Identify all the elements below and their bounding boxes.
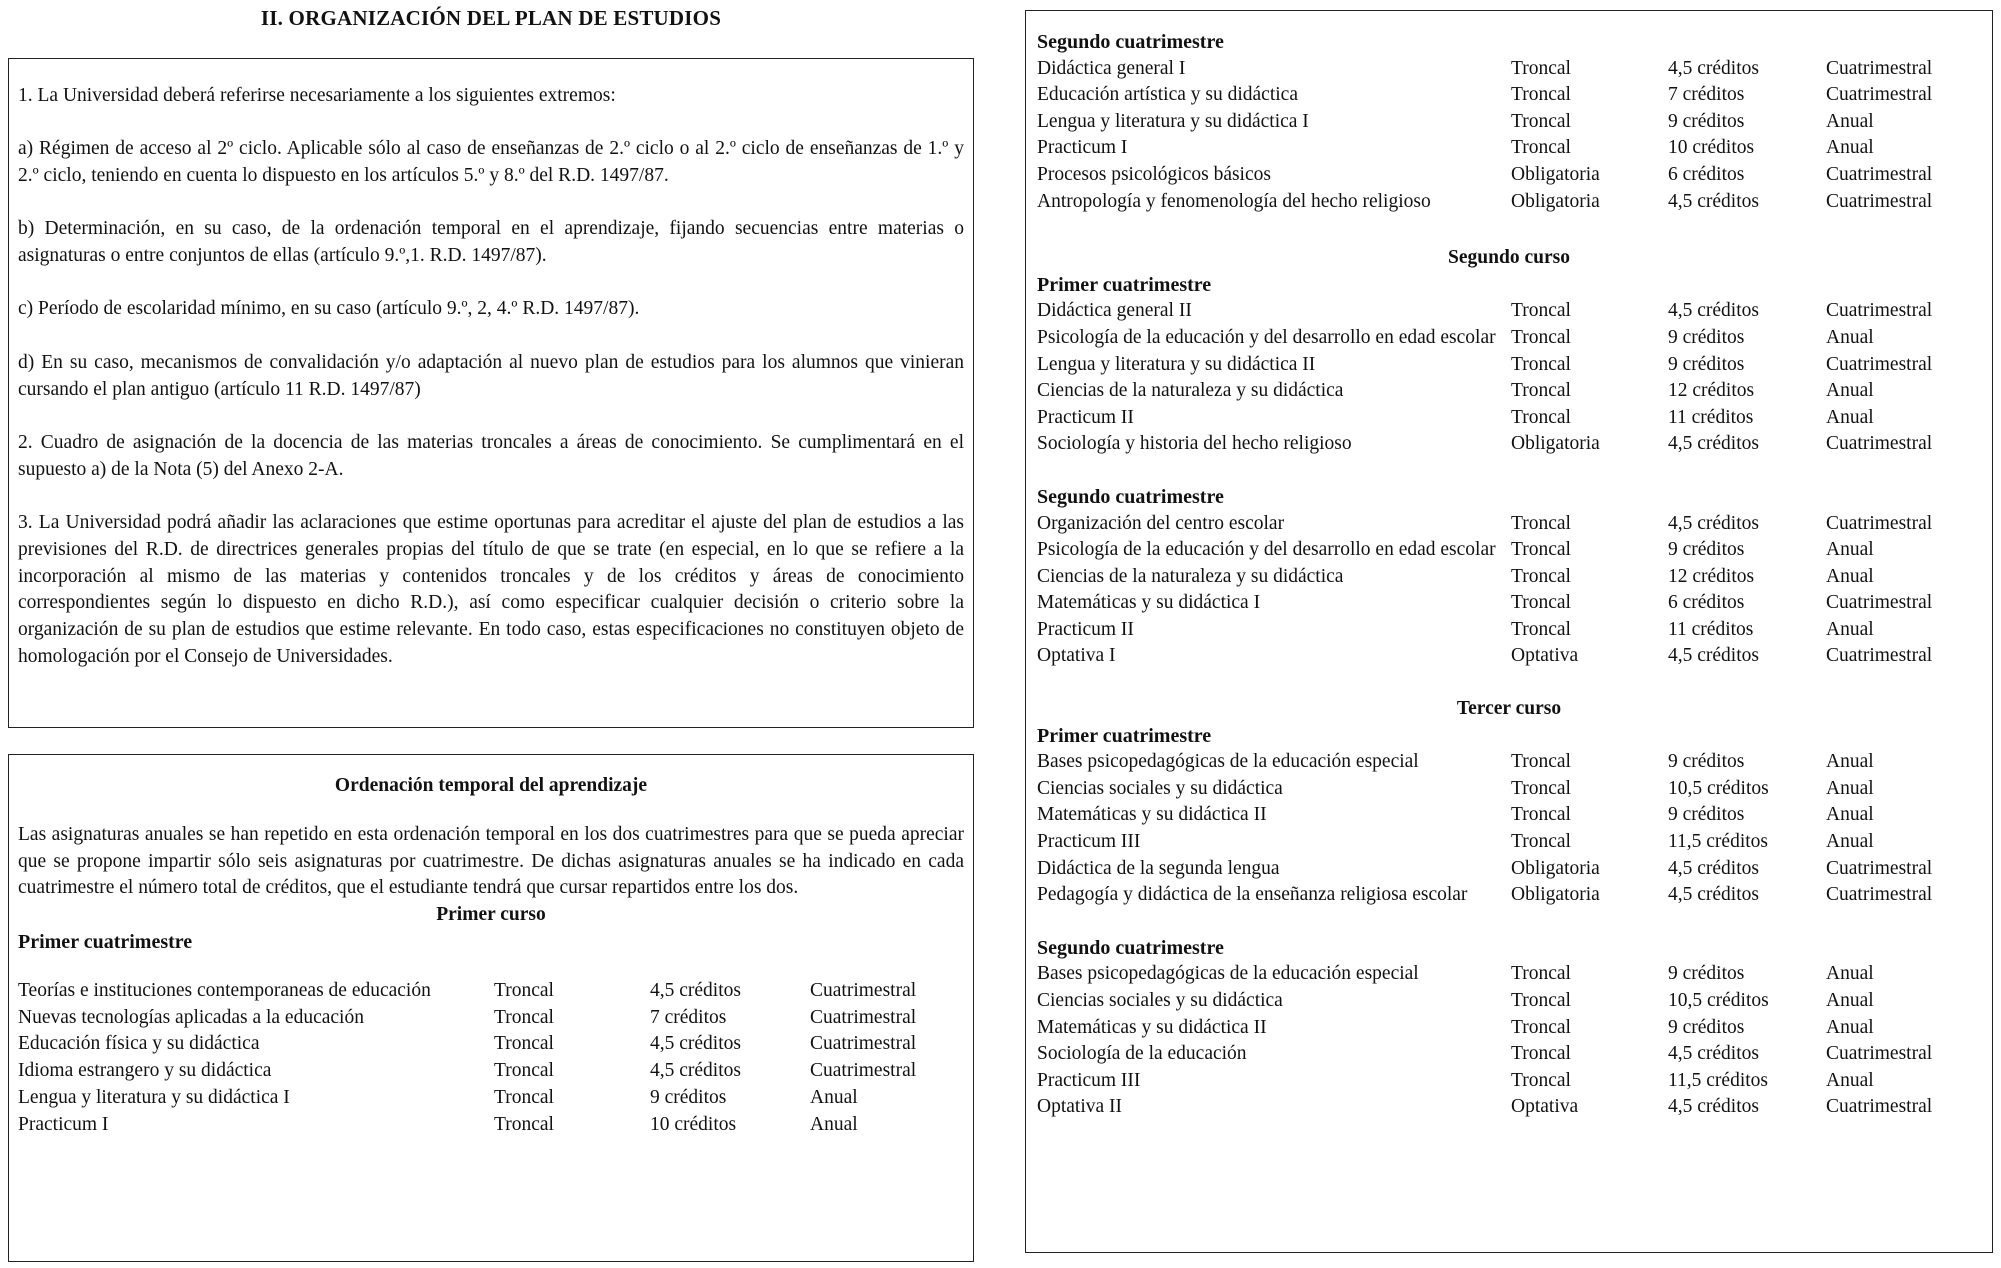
subject-row	[1037, 749, 1981, 776]
curso-title: Primer curso	[436, 904, 546, 926]
subject-duration: Cuatrimestral	[1826, 190, 1933, 212]
subject-row	[1037, 378, 1981, 405]
subject-row	[1037, 109, 1981, 136]
ordenacion-title: Ordenación temporal del aprendizaje	[334, 775, 648, 796]
subject-duration: Anual	[810, 1113, 858, 1135]
subject-type: Troncal	[1511, 751, 1571, 773]
curso-title: Tercer curso	[1456, 698, 1562, 720]
subject-type: Troncal	[1511, 1069, 1571, 1091]
subject-row	[1037, 511, 1981, 538]
subject-credits: 10,5 créditos	[1668, 777, 1769, 799]
subject-duration: Anual	[1826, 751, 1874, 773]
subject-type: Troncal	[1511, 512, 1571, 534]
subject-type: Troncal	[1511, 326, 1571, 348]
subject-name: Practicum II	[1037, 406, 1134, 428]
subject-name: Lengua y literatura y su didáctica II	[1037, 353, 1316, 375]
subject-credits: 9 créditos	[1668, 804, 1745, 826]
subject-type: Troncal	[1511, 406, 1571, 428]
subject-duration: Anual	[1826, 326, 1874, 348]
subject-type: Troncal	[1511, 1043, 1571, 1065]
subject-type: Obligatoria	[1511, 884, 1600, 906]
subject-name: Optativa II	[1037, 1096, 1123, 1118]
subject-duration: Anual	[1826, 990, 1874, 1011]
subject-row	[1037, 1041, 1981, 1068]
subject-name: Matemáticas y su didáctica II	[1037, 804, 1267, 826]
subject-row	[1037, 564, 1981, 591]
subject-credits: 9 créditos	[650, 1086, 727, 1108]
subject-type: Troncal	[1511, 804, 1571, 826]
ordenacion-content	[9, 755, 973, 1139]
subject-duration: Cuatrimestral	[1826, 353, 1933, 375]
subject-duration: Anual	[1826, 831, 1874, 853]
subject-row	[1037, 988, 1981, 1015]
cuatrimestre-title: Segundo cuatrimestre	[1037, 31, 1224, 53]
subject-duration: Anual	[1826, 137, 1874, 159]
subject-credits: 9 créditos	[1668, 751, 1745, 773]
subject-row	[1037, 56, 1981, 83]
subject-type: Obligatoria	[1511, 433, 1600, 455]
subject-name: Matemáticas y su didáctica I	[1037, 592, 1261, 614]
subject-name: Organización del centro escolar	[1037, 512, 1285, 534]
subject-credits: 4,5 créditos	[1668, 884, 1759, 906]
subject-credits: 12 créditos	[1668, 380, 1755, 402]
subject-type: Troncal	[1511, 618, 1571, 640]
subject-credits: 9 créditos	[1668, 963, 1745, 985]
subject-duration: Anual	[1826, 406, 1874, 428]
subject-duration: Cuatrimestral	[1826, 645, 1933, 667]
subject-credits: 9 créditos	[1668, 539, 1745, 561]
subject-type: Troncal	[1511, 84, 1571, 106]
subject-name: Bases psicopedagógicas de la educación especial	[1037, 751, 1419, 773]
subject-name: Lengua y literatura y su didáctica I	[1037, 110, 1309, 132]
subject-duration: Anual	[1826, 963, 1874, 985]
cuatrimestre-title: Primer cuatrimestre	[18, 930, 193, 953]
subject-name: Antropología y fenomenología del hecho religioso	[1037, 190, 1431, 212]
subject-type: Troncal	[494, 1033, 554, 1055]
left-course-list	[18, 902, 964, 1138]
subject-duration: Anual	[1826, 539, 1874, 561]
course-group	[18, 902, 964, 1138]
subject-type: Optativa	[1511, 1096, 1579, 1118]
subject-credits: 4,5 créditos	[1668, 1096, 1759, 1118]
subject-row	[1037, 643, 1981, 670]
subject-row	[1037, 617, 1981, 644]
subject-credits: 10 créditos	[1668, 137, 1755, 159]
subject-duration: Cuatrimestral	[1826, 300, 1933, 322]
subject-row	[18, 1085, 964, 1112]
subject-name: Didáctica general II	[1037, 300, 1192, 322]
subject-duration: Cuatrimestral	[1826, 84, 1933, 106]
subject-duration: Anual	[810, 1086, 858, 1108]
subject-row	[1037, 802, 1981, 829]
subject-name: Educación física y su didáctica	[18, 1033, 260, 1055]
course-group	[1037, 696, 1981, 909]
subject-type: Optativa	[1511, 645, 1579, 667]
subject-row	[1037, 189, 1981, 216]
subject-credits: 6 créditos	[1668, 163, 1745, 185]
subject-row	[18, 1031, 964, 1058]
subject-type: Troncal	[1511, 300, 1571, 322]
course-group	[1037, 245, 1981, 458]
subject-credits: 4,5 créditos	[1668, 512, 1759, 534]
subject-type: Troncal	[494, 1086, 554, 1108]
subject-credits: 11 créditos	[1668, 618, 1754, 640]
subject-duration: Cuatrimestral	[1826, 57, 1933, 79]
subject-credits: 4,5 créditos	[650, 979, 741, 1001]
subject-row	[1037, 1068, 1981, 1095]
note-a: a) Régimen de acceso al 2º ciclo. Aplicable sólo al caso de enseñanzas de 2.º ciclo o al 2.º ciclo de enseñanzas de 1.º y 2.º ciclo, teniendo en cuenta lo dispuesto en los artículos 5.º y 8.º del R.D. 1497/87.	[18, 138, 964, 187]
subject-credits: 4,5 créditos	[1668, 1043, 1759, 1065]
subject-credits: 9 créditos	[1668, 353, 1745, 375]
subject-name: Practicum I	[1037, 137, 1128, 159]
subject-row	[1037, 162, 1981, 189]
course-schedule-box	[1025, 10, 1993, 1253]
subject-duration: Cuatrimestral	[1826, 433, 1933, 455]
ordenacion-box	[8, 754, 974, 1262]
subject-credits: 12 créditos	[1668, 565, 1755, 587]
subject-type: Troncal	[1511, 110, 1571, 132]
note-b: b) Determinación, en su caso, de la ordenación temporal en el aprendizaje, fijando secuencias entre materias o asignaturas o entre conjuntos de ellas (artículo 9.º,1. R.D. 1497/87).	[18, 218, 964, 267]
subject-credits: 11,5 créditos	[1668, 1069, 1769, 1091]
subject-row	[1037, 590, 1981, 617]
subject-credits: 4,5 créditos	[1668, 433, 1759, 455]
subject-credits: 7 créditos	[650, 1006, 727, 1028]
subject-name: Ciencias sociales y su didáctica	[1037, 990, 1283, 1011]
subject-credits: 9 créditos	[1668, 326, 1745, 348]
subject-row	[1037, 352, 1981, 379]
subject-row	[1037, 961, 1981, 988]
subject-name: Ciencias de la naturaleza y su didáctica	[1037, 380, 1344, 402]
subject-type: Troncal	[494, 979, 554, 1001]
subject-name: Practicum III	[1037, 1069, 1141, 1091]
subject-duration: Cuatrimestral	[1826, 1043, 1933, 1065]
subject-duration: Cuatrimestral	[810, 1033, 917, 1055]
subject-type: Troncal	[1511, 353, 1571, 375]
subject-duration: Cuatrimestral	[1826, 1096, 1933, 1118]
cuatrimestre-title: Segundo cuatrimestre	[1037, 485, 1224, 508]
ordenacion-intro: Las asignaturas anuales se han repetido en esta ordenación temporal en los dos cuatrimestres para que se pueda apreciar que se propone impartir sólo seis asignaturas por cuatrimestre. De dichas asignaturas anuales se ha indicado en cada cuatrimestre el número total de créditos, que el estudiante tendrá que cursar repartidos entre los dos.	[18, 823, 964, 899]
subject-name: Psicología de la educación y del desarrollo en edad escolar	[1037, 539, 1496, 561]
subject-type: Troncal	[1511, 137, 1571, 159]
subject-credits: 11,5 créditos	[1668, 831, 1769, 853]
subject-credits: 10 créditos	[650, 1113, 737, 1135]
cuatrimestre-title: Primer cuatrimestre	[1037, 273, 1212, 296]
subject-duration: Cuatrimestral	[1826, 163, 1933, 185]
subject-credits: 6 créditos	[1668, 592, 1745, 614]
page-title: II. ORGANIZACIÓN DEL PLAN DE ESTUDIOS	[260, 6, 722, 30]
subject-name: Nuevas tecnologías aplicadas a la educación	[18, 1006, 364, 1028]
course-group	[1037, 935, 1981, 1121]
note-d: d) En su caso, mecanismos de convalidación y/o adaptación al nuevo plan de estudios para los alumnos que vinieran cursando el plan antiguo (artículo 11 R.D. 1497/87)	[18, 351, 964, 400]
subject-name: Teorías e instituciones contemporaneas de educación	[18, 979, 431, 1001]
subject-type: Troncal	[1511, 565, 1571, 587]
subject-row	[1037, 882, 1981, 909]
subject-row	[1037, 298, 1981, 325]
subject-duration: Anual	[1826, 110, 1874, 132]
subject-credits: 11 créditos	[1668, 406, 1754, 428]
curso-title: Segundo curso	[1448, 247, 1570, 269]
subject-name: Didáctica de la segunda lengua	[1037, 857, 1280, 879]
subject-type: Troncal	[1511, 57, 1571, 79]
subject-type: Troncal	[1511, 592, 1571, 614]
subject-name: Procesos psicológicos básicos	[1037, 163, 1271, 185]
subject-credits: 4,5 créditos	[1668, 300, 1759, 322]
subject-duration: Cuatrimestral	[1826, 884, 1933, 906]
subject-duration: Cuatrimestral	[1826, 857, 1933, 879]
subject-row	[18, 978, 964, 1005]
note-1: 1. La Universidad deberá referirse necesariamente a los siguientes extremos:	[18, 85, 616, 106]
subject-duration: Cuatrimestral	[810, 979, 917, 1001]
subject-duration: Anual	[1826, 804, 1874, 826]
subject-credits: 10,5 créditos	[1668, 990, 1769, 1011]
subject-type: Obligatoria	[1511, 190, 1600, 212]
subject-duration: Cuatrimestral	[810, 1006, 917, 1028]
subject-name: Optativa I	[1037, 645, 1116, 667]
subject-row	[1037, 325, 1981, 352]
subject-name: Matemáticas y su didáctica II	[1037, 1016, 1267, 1038]
subject-duration: Cuatrimestral	[1826, 512, 1933, 534]
subject-type: Troncal	[1511, 990, 1571, 1011]
subject-type: Obligatoria	[1511, 857, 1600, 879]
cuatrimestre-title: Primer cuatrimestre	[1037, 724, 1212, 747]
subject-row	[1037, 431, 1981, 458]
subject-duration: Anual	[1826, 380, 1874, 402]
subject-credits: 4,5 créditos	[1668, 190, 1759, 212]
subject-credits: 4,5 créditos	[650, 1033, 741, 1055]
subject-row	[18, 1005, 964, 1032]
subject-type: Obligatoria	[1511, 163, 1600, 185]
subject-duration: Anual	[1826, 1016, 1874, 1038]
subject-type: Troncal	[1511, 777, 1571, 799]
subject-type: Troncal	[1511, 539, 1571, 561]
subject-row	[1037, 405, 1981, 432]
subject-duration: Anual	[1826, 1069, 1874, 1091]
subject-credits: 4,5 créditos	[1668, 57, 1759, 79]
subject-credits: 4,5 créditos	[1668, 857, 1759, 879]
subject-name: Didáctica general I	[1037, 57, 1186, 79]
notes-content	[9, 59, 973, 671]
subject-credits: 9 créditos	[1668, 1016, 1745, 1038]
note-3: 3. La Universidad podrá añadir las aclaraciones que estime oportunas para acreditar el ajuste del plan de estudios a las previsiones del R.D. de directrices generales propias del título de que se trate (en especial, en lo que se refiere a la incorporación al mismo de las materias y contenidos troncales y de los créditos y áreas de conocimiento correspondientes según lo dispuesto en dicho R.D.), así como especificar cualquier decisión o criterio sobre la organización de su plan de estudios que estime relevante. En todo caso, estas especificaciones no constituyen objeto de homologación por el Consejo de Universidades.	[18, 511, 964, 667]
subject-credits: 7 créditos	[1668, 84, 1745, 106]
subject-duration: Anual	[1826, 777, 1874, 799]
subject-credits: 4,5 créditos	[1668, 645, 1759, 667]
subject-name: Practicum II	[1037, 618, 1134, 640]
subject-type: Troncal	[494, 1060, 554, 1082]
subject-type: Troncal	[494, 1006, 554, 1028]
subject-name: Bases psicopedagógicas de la educación especial	[1037, 963, 1419, 985]
note-2: 2. Cuadro de asignación de la docencia de las materias troncales a áreas de conocimiento. Se cumplimentará en el supuesto a) de la Nota (5) del Anexo 2-A.	[18, 431, 964, 480]
subject-type: Troncal	[1511, 1016, 1571, 1038]
subject-name: Psicología de la educación y del desarrollo en edad escolar	[1037, 326, 1496, 348]
subject-row	[1037, 1015, 1981, 1042]
subject-row	[18, 1058, 964, 1085]
notes-box	[8, 58, 974, 728]
subject-type: Troncal	[1511, 380, 1571, 402]
subject-name: Ciencias sociales y su didáctica	[1037, 777, 1283, 799]
subject-duration: Anual	[1826, 618, 1874, 640]
subject-duration: Anual	[1826, 565, 1874, 587]
subject-name: Idioma estrangero y su didáctica	[18, 1060, 272, 1082]
subject-row	[1037, 537, 1981, 564]
subject-row	[1037, 776, 1981, 803]
subject-credits: 9 créditos	[1668, 110, 1745, 132]
subject-credits: 4,5 créditos	[650, 1060, 741, 1082]
subject-name: Ciencias de la naturaleza y su didáctica	[1037, 565, 1344, 587]
subject-row	[1037, 82, 1981, 109]
subject-name: Sociología y historia del hecho religioso	[1037, 433, 1352, 455]
subject-name: Practicum I	[18, 1113, 109, 1135]
subject-row	[18, 1112, 964, 1139]
subject-duration: Cuatrimestral	[1826, 592, 1933, 614]
cuatrimestre-title: Segundo cuatrimestre	[1037, 936, 1224, 959]
subject-duration: Cuatrimestral	[810, 1060, 917, 1082]
course-group	[1037, 29, 1981, 215]
subject-name: Educación artística y su didáctica	[1037, 84, 1298, 106]
right-course-list	[1026, 11, 1992, 1121]
subject-name: Practicum III	[1037, 831, 1141, 853]
subject-name: Pedagogía y didáctica de la enseñanza religiosa escolar	[1037, 884, 1468, 906]
subject-type: Troncal	[1511, 963, 1571, 985]
subject-type: Troncal	[494, 1113, 554, 1135]
subject-row	[1037, 856, 1981, 883]
subject-name: Sociología de la educación	[1037, 1043, 1247, 1065]
subject-name: Lengua y literatura y su didáctica I	[18, 1086, 290, 1108]
note-c: c) Período de escolaridad mínimo, en su caso (artículo 9.º, 2, 4.º R.D. 1497/87).	[18, 298, 640, 320]
subject-row	[1037, 1094, 1981, 1121]
subject-row	[1037, 135, 1981, 162]
course-group	[1037, 484, 1981, 670]
subject-row	[1037, 829, 1981, 856]
subject-type: Troncal	[1511, 831, 1571, 853]
